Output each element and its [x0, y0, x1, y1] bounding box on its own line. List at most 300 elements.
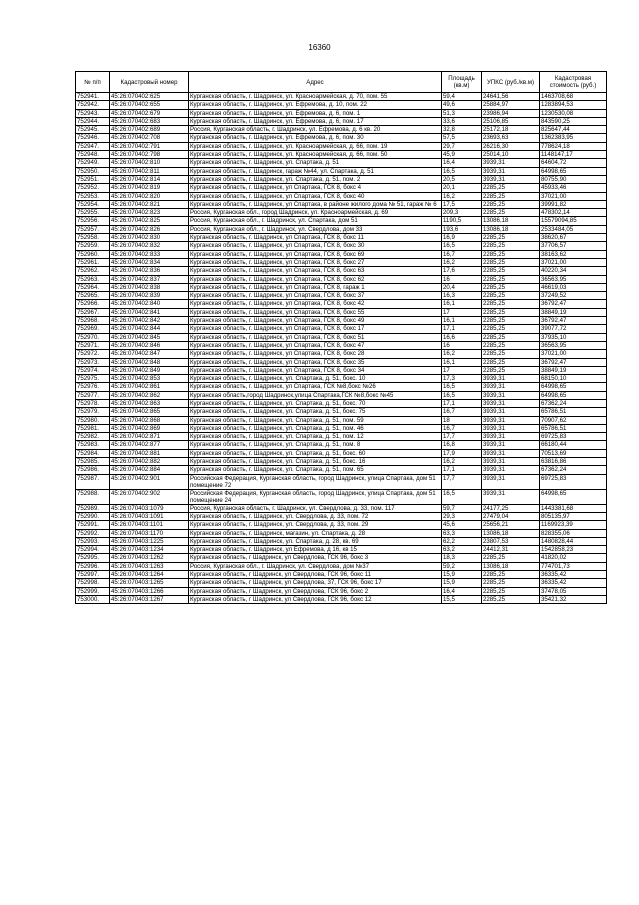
- cell-upks: 2285,25: [482, 325, 540, 333]
- cell-address: Курганская область, г. Шадринск, ул. Ефремова, д. 6, пом. 17: [189, 117, 442, 125]
- header-cadastral: Кадастровый номер: [110, 72, 189, 93]
- cell-num: 752984.: [76, 449, 110, 457]
- cell-cadastral: 45:26:070402:791: [110, 142, 189, 150]
- cell-cadastral: 45:26:070402:884: [110, 466, 189, 474]
- table-row: [76, 275, 607, 283]
- cell-num: 752970.: [76, 333, 110, 341]
- cell-cadastral: 45:26:070402:882: [110, 458, 189, 466]
- cell-area: 17,9: [442, 449, 482, 457]
- cell-upks: 3939,31: [482, 489, 540, 504]
- cell-num: 752987.: [76, 474, 110, 489]
- cell-address: Курганская область, г. Шадринск, ул Спартака, ГСК 8, бокс 11: [189, 234, 442, 242]
- cell-upks: 3939,31: [482, 167, 540, 175]
- cell-num: 752956.: [76, 217, 110, 225]
- table-row: [76, 399, 607, 407]
- cell-address: Курганская область, г. Шадринск, ул Спартака, ГСК 8, гараж 1: [189, 283, 442, 291]
- cell-area: 16,7: [442, 424, 482, 432]
- cell-cost: 64604,72: [540, 159, 607, 167]
- table-body: [76, 93, 607, 604]
- table-row: [76, 325, 607, 333]
- cell-cost: 69725,83: [540, 433, 607, 441]
- cell-address: Россия, Курганская область, г. Шадринск, ул. Свердлова, д. 33, пом. 117: [189, 504, 442, 512]
- cell-cost: 65786,51: [540, 408, 607, 416]
- cell-cost: 39077,72: [540, 325, 607, 333]
- cell-cost: 37935,10: [540, 333, 607, 341]
- cell-num: 752952.: [76, 184, 110, 192]
- cell-area: 32,8: [442, 126, 482, 134]
- cell-cadastral: 45:26:070402:838: [110, 283, 189, 291]
- cell-area: 16,2: [442, 192, 482, 200]
- cell-area: 16,9: [442, 234, 482, 242]
- cell-num: 752967.: [76, 308, 110, 316]
- cell-address: Курганская область, г Шадринск, ул Свердлова, ГСК 96, бокс 12: [189, 595, 442, 603]
- cell-address: Курганская область, г. Шадринск, ул Спартака, ГСК 8, бокс 4: [189, 184, 442, 192]
- cell-area: 15,9: [442, 571, 482, 579]
- cell-cadastral: 45:26:070402:863: [110, 399, 189, 407]
- cell-cadastral: 45:26:070402:846: [110, 341, 189, 349]
- cell-upks: 23986,94: [482, 109, 540, 117]
- table-row: [76, 595, 607, 603]
- cell-cadastral: 45:26:070403:1264: [110, 571, 189, 579]
- cell-address: Россия, Курганская область, г. Шадринск, ул. Ефремова, д. 6 кв. 20: [189, 126, 442, 134]
- cell-cadastral: 45:26:070402:836: [110, 267, 189, 275]
- cell-num: 752945.: [76, 126, 110, 134]
- cell-num: 752972.: [76, 350, 110, 358]
- cell-num: 752958.: [76, 234, 110, 242]
- table-row: [76, 101, 607, 109]
- cell-area: 16,4: [442, 587, 482, 595]
- cell-address: Курганская область, г. Шадринск, ул. Ефремова, д. 10, пом. 22: [189, 101, 442, 109]
- table-row: [76, 466, 607, 474]
- cell-address: Курганская область, г. Шадринск, ул Спартака, ГСК 8, бокс 69: [189, 250, 442, 258]
- cell-address: Курганская область, г. Шадринск, ул Спартака, ГСК 8, бокс 62: [189, 275, 442, 283]
- cell-area: 16,2: [442, 458, 482, 466]
- cell-num: 752986.: [76, 466, 110, 474]
- cell-area: 20,4: [442, 283, 482, 291]
- cell-cost: 478302,14: [540, 209, 607, 217]
- cell-cost: 38849,19: [540, 366, 607, 374]
- cell-num: 752944.: [76, 117, 110, 125]
- cell-address: Россия, Курганская обл., город Шадринск, ул. Красноармейская, д. 69: [189, 209, 442, 217]
- table-row: [76, 489, 607, 504]
- cell-cadastral: 45:26:070403:1262: [110, 554, 189, 562]
- cell-area: 16,3: [442, 292, 482, 300]
- table-header-row: [76, 72, 607, 93]
- cell-num: 752949.: [76, 159, 110, 167]
- cell-upks: 3939,31: [482, 375, 540, 383]
- cell-area: 17: [442, 308, 482, 316]
- cell-cost: 70513,69: [540, 449, 607, 457]
- cell-address: Россия, Курганская обл., г. Шадринск, ул. Свердлова, дом 33: [189, 225, 442, 233]
- cell-cadastral: 45:26:070403:1266: [110, 587, 189, 595]
- cell-address: Курганская область, г. Шадринск, ул Ефремова, д 16, кв 15: [189, 546, 442, 554]
- cell-cadastral: 45:26:070403:1170: [110, 529, 189, 537]
- cell-upks: 25172,18: [482, 126, 540, 134]
- cell-area: 17,1: [442, 325, 482, 333]
- table-row: [76, 554, 607, 562]
- cell-upks: 24412,31: [482, 546, 540, 554]
- table-row: [76, 546, 607, 554]
- table-row: [76, 350, 607, 358]
- cell-address: Курганская область, г. Шадринск, ул Спартака, ГСК 8, бокс 47: [189, 341, 442, 349]
- cell-cadastral: 45:26:070402:871: [110, 433, 189, 441]
- cell-num: 752977.: [76, 391, 110, 399]
- cell-upks: 2285,25: [482, 333, 540, 341]
- cell-num: 752961.: [76, 258, 110, 266]
- cell-cost: 843590,25: [540, 117, 607, 125]
- cell-cadastral: 45:26:070403:1267: [110, 595, 189, 603]
- cell-address: Россия, Курганская обл., г. Шадринск, ул. Свердлова, дом №37: [189, 562, 442, 570]
- cell-num: 752946.: [76, 134, 110, 142]
- cell-upks: 2285,25: [482, 242, 540, 250]
- cell-address: Курганская область, г. Шадринск, ул. Красноармейская, д. 66, пом. 19: [189, 142, 442, 150]
- cell-cost: 1283894,53: [540, 101, 607, 109]
- cell-cadastral: 45:26:070402:830: [110, 234, 189, 242]
- table-row: [76, 283, 607, 291]
- cell-cadastral: 45:26:070403:1091: [110, 512, 189, 520]
- cell-cadastral: 45:26:070402:679: [110, 109, 189, 117]
- cell-cost: 37021,00: [540, 350, 607, 358]
- cell-upks: 2285,25: [482, 350, 540, 358]
- cell-upks: 2285,25: [482, 587, 540, 595]
- cell-upks: 24641,56: [482, 93, 540, 101]
- table-row: [76, 117, 607, 125]
- cell-num: 752951.: [76, 175, 110, 183]
- cell-upks: 3939,31: [482, 383, 540, 391]
- cell-address: Курганская область, г. Шадринск, ул Спартака, ГСК 8, бокс 37: [189, 292, 442, 300]
- cell-cost: 1480828,44: [540, 537, 607, 545]
- cell-area: 63,3: [442, 529, 482, 537]
- cell-area: 16,5: [442, 489, 482, 504]
- table-row: [76, 424, 607, 432]
- cell-num: 752965.: [76, 292, 110, 300]
- cell-area: 16,1: [442, 317, 482, 325]
- cell-cost: 36563,95: [540, 341, 607, 349]
- cell-area: 45,9: [442, 151, 482, 159]
- cell-upks: 25884,97: [482, 101, 540, 109]
- cell-upks: 2285,25: [482, 308, 540, 316]
- cell-cadastral: 45:26:070402:811: [110, 167, 189, 175]
- cell-cost: 46619,03: [540, 283, 607, 291]
- cell-cadastral: 45:26:070402:837: [110, 275, 189, 283]
- cell-address: Курганская область, г. Шадринск, ул Спартака, ГСК 8, бокс 28: [189, 350, 442, 358]
- cell-num: 752974.: [76, 366, 110, 374]
- header-num: № п/п: [76, 72, 110, 93]
- cell-address: Курганская область, г. Шадринск, ул Спартака, ГСК №8,бокс №26: [189, 383, 442, 391]
- cell-upks: 2285,25: [482, 366, 540, 374]
- cell-address: Россия, Курганская обл., г. Шадринск, ул. Спартака, дом 51: [189, 217, 442, 225]
- cell-num: 752998.: [76, 579, 110, 587]
- page-number: 16360: [308, 43, 331, 52]
- cell-area: 29,3: [442, 512, 482, 520]
- cell-upks: 3939,31: [482, 175, 540, 183]
- header-upks: УПКС (руб./кв.м): [482, 72, 540, 93]
- cell-num: 752989.: [76, 504, 110, 512]
- cell-num: 752991.: [76, 521, 110, 529]
- cell-address: Курганская область, г. Шадринск, ул. Спартака, д. 51, пом. 59: [189, 416, 442, 424]
- cell-cost: 67362,24: [540, 399, 607, 407]
- cell-area: 16,5: [442, 242, 482, 250]
- cell-area: 17,7: [442, 433, 482, 441]
- cell-num: 752992.: [76, 529, 110, 537]
- table-row: [76, 167, 607, 175]
- cell-area: 16,2: [442, 258, 482, 266]
- cell-cost: 45933,46: [540, 184, 607, 192]
- cell-address: Курганская область, г Шадринск, ул Свердлова, ГСК 96, бокс 11: [189, 571, 442, 579]
- table-row: [76, 184, 607, 192]
- cell-address: Курганская область, г. Шадринск, ул Спартака, ГСК 8, бокс 49: [189, 317, 442, 325]
- cell-cost: 40220,34: [540, 267, 607, 275]
- cell-area: 16,5: [442, 167, 482, 175]
- table-row: [76, 433, 607, 441]
- cell-cost: 68150,10: [540, 375, 607, 383]
- cell-address: Курганская область, г Шадринск, ул Свердлова, ГСК 96, бокс 2: [189, 587, 442, 595]
- cell-address: Курганская область, г Шадринск, ул Свердлова, ГСК 96, бокс 3: [189, 554, 442, 562]
- cell-area: 16: [442, 275, 482, 283]
- cell-cadastral: 45:26:070402:823: [110, 209, 189, 217]
- cell-num: 752942.: [76, 101, 110, 109]
- cell-num: 752997.: [76, 571, 110, 579]
- cell-area: 59,2: [442, 562, 482, 570]
- cell-address: Курганская область, г. Шадринск, ул. Спартака, д. 51, бокс. 60: [189, 449, 442, 457]
- cell-num: 752985.: [76, 458, 110, 466]
- cell-address: Курганская область, г. Шадринск, ул. Спартака, д. 51, бокс. 70: [189, 399, 442, 407]
- table-row: [76, 126, 607, 134]
- cell-cadastral: 45:26:070402:881: [110, 449, 189, 457]
- cell-upks: 2285,25: [482, 209, 540, 217]
- cell-cost: 37021,00: [540, 258, 607, 266]
- cell-num: 752953.: [76, 192, 110, 200]
- cell-cadastral: 45:26:070402:834: [110, 258, 189, 266]
- cell-area: 16,1: [442, 300, 482, 308]
- cell-upks: 3939,31: [482, 474, 540, 489]
- cell-upks: 3939,31: [482, 424, 540, 432]
- cell-address: Курганская область, г. Шадринск, ул Спартака, ГСК 8, бокс 40: [189, 192, 442, 200]
- table-row: [76, 209, 607, 217]
- cell-num: 752975.: [76, 375, 110, 383]
- cell-num: 752941.: [76, 93, 110, 101]
- cell-upks: 26216,30: [482, 142, 540, 150]
- cell-upks: 3939,31: [482, 391, 540, 399]
- cell-cost: 1169923,39: [540, 521, 607, 529]
- cell-upks: 2285,25: [482, 200, 540, 208]
- table-row: [76, 504, 607, 512]
- cell-cost: 38620,67: [540, 234, 607, 242]
- cell-cost: 39991,82: [540, 200, 607, 208]
- cell-num: 752976.: [76, 383, 110, 391]
- cell-address: Курганская область, г Шадринск, ул Свердлова, 37, ГСК 96, бокс 17: [189, 579, 442, 587]
- cell-cost: 64998,65: [540, 489, 607, 504]
- cell-area: 16,5: [442, 383, 482, 391]
- table-row: [76, 512, 607, 520]
- cell-cost: 63816,86: [540, 458, 607, 466]
- cell-cadastral: 45:26:070403:1225: [110, 537, 189, 545]
- cell-cadastral: 45:26:070402:832: [110, 242, 189, 250]
- cell-address: Курганская область, г. Шадринск, ул Спартака, ГСК 8, бокс 51: [189, 333, 442, 341]
- cell-area: 62,2: [442, 537, 482, 545]
- cell-upks: 2285,25: [482, 258, 540, 266]
- cell-area: 17,6: [442, 267, 482, 275]
- table-row: [76, 579, 607, 587]
- cell-cadastral: 45:26:070402:840: [110, 300, 189, 308]
- cell-cadastral: 45:26:070402:853: [110, 375, 189, 383]
- cell-cost: 37478,05: [540, 587, 607, 595]
- cell-upks: 2285,25: [482, 358, 540, 366]
- cell-cadastral: 45:26:070403:1234: [110, 546, 189, 554]
- cell-cadastral: 45:26:070402:625: [110, 93, 189, 101]
- table-row: [76, 93, 607, 101]
- cell-upks: 3939,31: [482, 458, 540, 466]
- table-row: [76, 308, 607, 316]
- cell-cost: 2533484,05: [540, 225, 607, 233]
- cell-area: 59,4: [442, 93, 482, 101]
- cell-num: 752982.: [76, 433, 110, 441]
- cell-address: Курганская область, г. Шадринск, ул Спартака, ГСК 8, бокс 34: [189, 366, 442, 374]
- cell-cadastral: 45:26:070402:842: [110, 317, 189, 325]
- cell-cost: 65786,51: [540, 424, 607, 432]
- cell-cost: 825647,44: [540, 126, 607, 134]
- cell-cost: 41820,02: [540, 554, 607, 562]
- cell-upks: 2285,25: [482, 554, 540, 562]
- cell-area: 17: [442, 366, 482, 374]
- cell-cost: 64998,65: [540, 383, 607, 391]
- cell-cadastral: 45:26:070402:825: [110, 217, 189, 225]
- cell-cadastral: 45:26:070402:877: [110, 441, 189, 449]
- table-row: [76, 200, 607, 208]
- cell-address: Курганская область, г. Шадринск, ул Спартака, ГСК 8, бокс 63: [189, 267, 442, 275]
- cell-cost: 1148147,17: [540, 151, 607, 159]
- cell-address: Курганская область, г. Шадринск, ул. Спартака, д. 51, пом. 12: [189, 433, 442, 441]
- cell-area: 63,2: [442, 546, 482, 554]
- cell-num: 752960.: [76, 250, 110, 258]
- table-row: [76, 441, 607, 449]
- cell-area: 16,8: [442, 441, 482, 449]
- cell-cadastral: 45:26:070402:845: [110, 333, 189, 341]
- table-row: [76, 225, 607, 233]
- table-row: [76, 562, 607, 570]
- cell-cost: 778624,18: [540, 142, 607, 150]
- cell-upks: 3939,31: [482, 441, 540, 449]
- cell-area: 45,6: [442, 521, 482, 529]
- cell-upks: 23693,63: [482, 134, 540, 142]
- cell-num: 752948.: [76, 151, 110, 159]
- cell-num: 752964.: [76, 283, 110, 291]
- cell-cadastral: 45:26:070402:810: [110, 159, 189, 167]
- cell-cost: 36792,47: [540, 300, 607, 308]
- cell-address: Курганская область, г. Шадринск, ул. Спартака, д. 51, бокс. 75: [189, 408, 442, 416]
- cell-num: 752943.: [76, 109, 110, 117]
- cell-num: 752963.: [76, 275, 110, 283]
- cell-upks: 27479,04: [482, 512, 540, 520]
- cell-upks: 3939,31: [482, 159, 540, 167]
- cell-address: Курганская область, г. Шадринск, ул. Свердлова, д. 33, пом. 72: [189, 512, 442, 520]
- table-row: [76, 391, 607, 399]
- table-row: [76, 416, 607, 424]
- cell-area: 51,3: [442, 109, 482, 117]
- cell-cadastral: 45:26:070402:865: [110, 408, 189, 416]
- table-row: [76, 159, 607, 167]
- cell-num: 752983.: [76, 441, 110, 449]
- cell-upks: 3939,31: [482, 466, 540, 474]
- cell-address: Курганская область, г. Шадринск, ул Спартака, ГСК 8, бокс 30: [189, 242, 442, 250]
- cell-upks: 2285,25: [482, 275, 540, 283]
- cell-address: Курганская область, г. Шадринск, ул. Спартака, д. 51, пом. 65: [189, 466, 442, 474]
- cell-num: 752980.: [76, 416, 110, 424]
- cell-num: 752966.: [76, 300, 110, 308]
- cell-area: 17,7: [442, 474, 482, 489]
- cell-num: 752988.: [76, 489, 110, 504]
- cell-upks: 2285,25: [482, 192, 540, 200]
- cell-cadastral: 45:26:070402:839: [110, 292, 189, 300]
- cell-area: 17,5: [442, 200, 482, 208]
- cell-cost: 15579094,85: [540, 217, 607, 225]
- cell-upks: 24177,25: [482, 504, 540, 512]
- cell-cadastral: 45:26:070402:833: [110, 250, 189, 258]
- table-row: [76, 449, 607, 457]
- cadastral-table: [75, 71, 607, 604]
- cell-cadastral: 45:26:070402:798: [110, 151, 189, 159]
- cell-area: 15,5: [442, 595, 482, 603]
- cell-upks: 2285,25: [482, 317, 540, 325]
- table-row: [76, 341, 607, 349]
- cell-area: 209,3: [442, 209, 482, 217]
- cell-upks: 23807,53: [482, 537, 540, 545]
- cell-upks: 2285,25: [482, 184, 540, 192]
- cell-cost: 70907,62: [540, 416, 607, 424]
- table-row: [76, 242, 607, 250]
- cell-area: 16,6: [442, 333, 482, 341]
- cell-cost: 36335,42: [540, 571, 607, 579]
- cell-address: Курганская область, г. Шадринск, ул. Спартака, д. 51, бокс. 16: [189, 458, 442, 466]
- cell-cost: 64998,65: [540, 391, 607, 399]
- cell-num: 752969.: [76, 325, 110, 333]
- table-row: [76, 458, 607, 466]
- cell-cadastral: 45:26:070402:820: [110, 192, 189, 200]
- cell-num: 752979.: [76, 408, 110, 416]
- cell-area: 18: [442, 416, 482, 424]
- cell-upks: 2285,25: [482, 300, 540, 308]
- cell-cadastral: 45:26:070402:902: [110, 489, 189, 504]
- cell-cadastral: 45:26:070402:655: [110, 101, 189, 109]
- cell-cadastral: 45:26:070402:844: [110, 325, 189, 333]
- cell-address: Курганская область, г. Шадринск, ул Спартака, в районе жилого дома № 51, гараж № 6: [189, 200, 442, 208]
- cell-cost: 35421,32: [540, 595, 607, 603]
- cell-address: Курганская область, г. Шадринск, ул. Спартака, д. 28, кв. 69: [189, 537, 442, 545]
- table-row: [76, 408, 607, 416]
- table-row: [76, 217, 607, 225]
- cell-cadastral: 45:26:070403:1263: [110, 562, 189, 570]
- cell-upks: 25656,21: [482, 521, 540, 529]
- cell-area: 16,7: [442, 250, 482, 258]
- header-area: Площадь (кв.м): [442, 72, 482, 93]
- cell-cost: 38163,62: [540, 250, 607, 258]
- table-row: [76, 250, 607, 258]
- cell-area: 16,1: [442, 358, 482, 366]
- cell-cadastral: 45:26:070402:848: [110, 358, 189, 366]
- cell-upks: 2285,25: [482, 283, 540, 291]
- cell-area: 16,2: [442, 350, 482, 358]
- cell-cadastral: 45:26:070402:861: [110, 383, 189, 391]
- table-row: [76, 587, 607, 595]
- cell-cost: 36563,95: [540, 275, 607, 283]
- cell-cadastral: 45:26:070402:901: [110, 474, 189, 489]
- cell-upks: 13086,18: [482, 217, 540, 225]
- cell-upks: 2285,25: [482, 341, 540, 349]
- table-row: [76, 151, 607, 159]
- cell-address: Курганская область, г. Шадринск, гараж №44, ул. Спартака, д. 51: [189, 167, 442, 175]
- cell-address: Курганская область, г. Шадринск, ул. Спартака, д. 51, бокс. 10: [189, 375, 442, 383]
- cell-address: Курганская область, г. Шадринск, ул. Ефремова, д. 6, пом. 30: [189, 134, 442, 142]
